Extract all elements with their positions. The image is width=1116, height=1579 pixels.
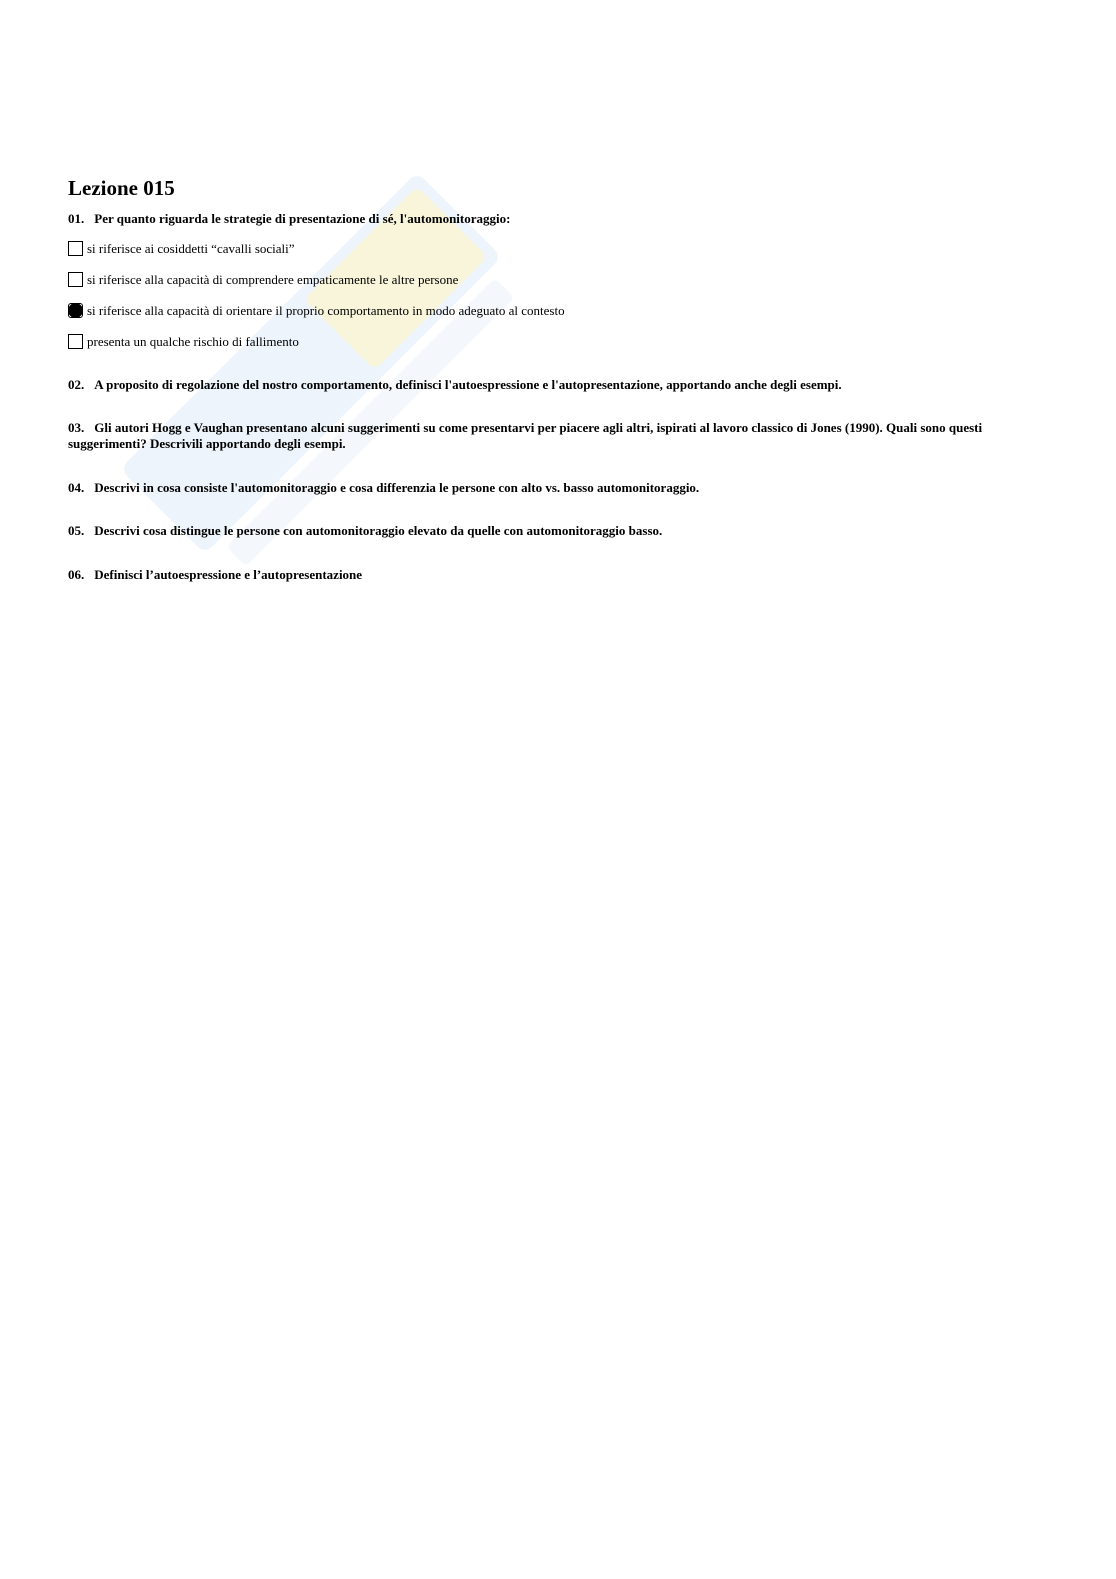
checkbox-icon[interactable] [68,272,83,287]
question-04 [68,480,1028,496]
answer-text: si riferisce alla capacità di comprendere empaticamente le altre persone [87,271,459,287]
answer-text: si riferisce ai cosiddetti “cavalli sociali” [87,240,295,256]
question-text: Definisci l’autoespressione e l’autopresentazione [94,566,363,582]
question-number: 05. [68,523,85,539]
question-text: A proposito di regolazione del nostro comportamento, definisci l'autoespressione e l'autopresentazione, apportando anche degli esempi. [94,376,842,392]
answer-list [68,239,1028,352]
question-number: 04. [68,479,85,495]
answer-text: presenta un qualche rischio di fallimento [87,333,299,349]
document-page [68,176,1028,582]
question-text: Gli autori Hogg e Vaughan presentano alcuni suggerimenti su come presentarvi per piacere agli altri, ispirati al lavoro classico di Jones (1990). Quali sono questi suggerimenti? Descrivili apportando degli esempi. [68,420,983,451]
question-text: Descrivi cosa distingue le persone con automonitoraggio elevato da quelle con automonitoraggio basso. [94,523,663,539]
question-text: Per quanto riguarda le strategie di presentazione di sé, l'automonitoraggio: [94,211,511,227]
answer-option-1[interactable] [68,239,1028,259]
question-02 [68,377,1028,393]
question-03 [68,420,1028,451]
question-text: Descrivi in cosa consiste l'automonitoraggio e cosa differenzia le persone con alto vs. basso automonitoraggio. [94,479,700,495]
question-06 [68,567,1028,583]
question-01 [68,211,1028,227]
answer-option-3[interactable] [68,301,1028,321]
question-number: 02. [68,376,85,392]
answer-option-2[interactable] [68,270,1028,290]
checked-checkbox-icon[interactable] [68,303,83,318]
question-number: 01. [68,211,85,227]
answer-option-4[interactable] [68,332,1028,352]
answer-text: si riferisce alla capacità di orientare il proprio comportamento in modo adeguato al contesto [87,302,565,318]
checkbox-icon[interactable] [68,334,83,349]
question-number: 03. [68,420,85,436]
lesson-title: Lezione 015 [68,176,175,200]
question-05 [68,523,1028,539]
checkbox-icon[interactable] [68,241,83,256]
question-number: 06. [68,566,85,582]
